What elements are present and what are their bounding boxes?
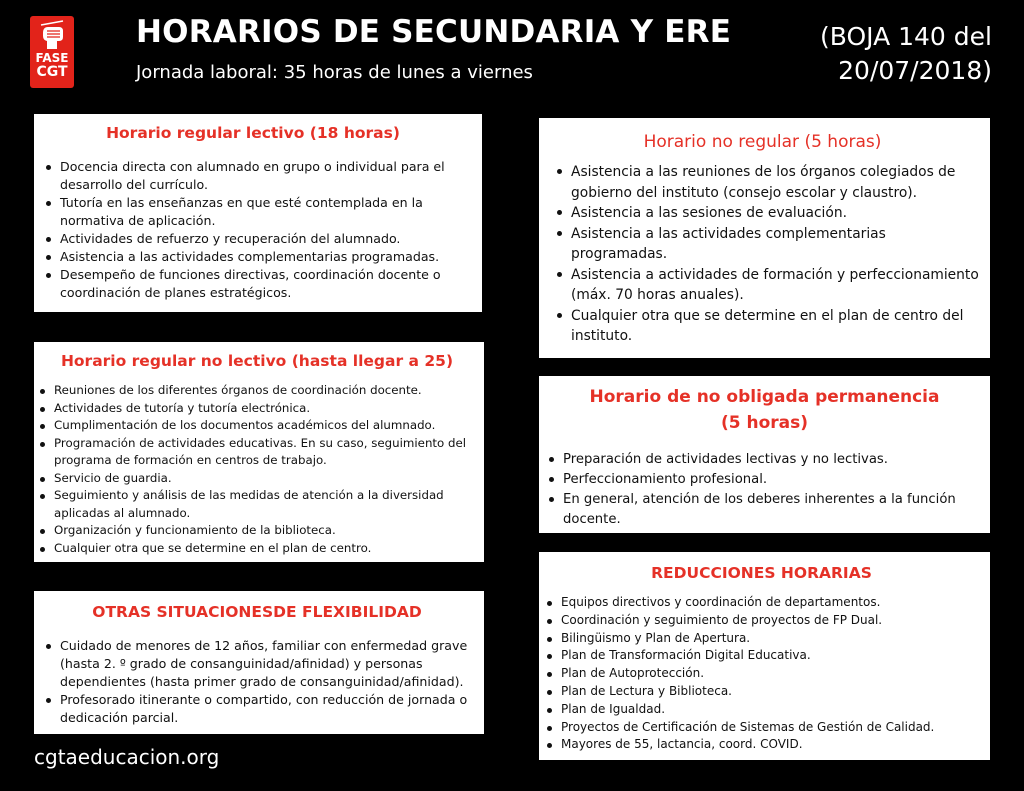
list-item: En general, atención de los deberes inherentes a la función docente. [563,490,986,530]
list-item: Plan de Igualdad. [561,701,982,719]
list-item: Plan de Transformación Digital Educativa. [561,647,982,665]
box-heading-line-1: Horario de no obligada permanencia [589,387,940,407]
box-no-regular [539,118,990,358]
box-heading: Horario regular no lectivo (hasta llegar a 25) [60,352,454,370]
list-item: Mayores de 55, lactancia, coord. COVID. [561,736,982,754]
box-heading [543,384,986,436]
list-item: Preparación de actividades lectivas y no lectivas. [563,450,986,470]
list-item: Plan de Autoprotección. [561,665,982,683]
list-item: Proyectos de Certificación de Sistemas de Gestión de Calidad. [561,719,982,737]
box-flexibilidad [34,591,484,734]
item-list [541,594,982,754]
list-item: Cuidado de menores de 12 años, familiar con enfermedad grave (hasta 2. º grado de consanguinidad/afinidad) y personas dependientes (hasta primer grado de consanguinidad/afinidad). [60,637,478,691]
list-item: Asistencia a las actividades complementarias programadas. [60,248,470,266]
boja-reference [820,20,992,88]
item-list [543,450,986,530]
box-heading-line-2: (5 horas) [720,413,809,433]
boja-line-2: 20/07/2018) [838,56,992,85]
box-no-obligada-permanencia [539,376,990,533]
page-title: HORARIOS DE SECUNDARIA Y ERE [136,14,732,50]
list-item: Desempeño de funciones directivas, coordinación docente o coordinación de planes estratégicos. [60,266,470,302]
item-list [36,637,478,727]
fase-cgt-logo [30,16,74,88]
list-item: Tutoría en las enseñanzas en que esté contemplada en la normativa de aplicación. [60,194,470,230]
item-list [34,382,480,557]
boja-line-1: (BOJA 140 del [820,22,992,51]
list-item: Actividades de refuerzo y recuperación del alumnado. [60,230,470,248]
list-item: Cualquier otra que se determine en el plan de centro del instituto. [571,306,982,347]
logo-text-fase: FASE [35,51,69,65]
page-subtitle: Jornada laboral: 35 horas de lunes a viernes [136,62,533,83]
list-item: Bilingüismo y Plan de Apertura. [561,630,982,648]
fist-icon [37,19,67,51]
list-item: Docencia directa con alumnado en grupo o individual para el desarrollo del currículo. [60,158,470,194]
list-item: Reuniones de los diferentes órganos de coordinación docente. [54,382,480,400]
list-item: Cualquier otra que se determine en el plan de centro. [54,540,480,558]
list-item: Equipos directivos y coordinación de departamentos. [561,594,982,612]
box-regular-no-lectivo [34,342,484,562]
website-link[interactable]: cgtaeducacion.org [34,745,220,769]
list-item: Programación de actividades educativas. En su caso, seguimiento del programa de formación en centros de trabajo. [54,435,480,470]
list-item: Asistencia a las reuniones de los órganos colegiados de gobierno del instituto (consejo escolar y claustro). [571,162,982,203]
box-heading: REDUCCIONES HORARIAS [651,564,872,582]
list-item: Actividades de tutoría y tutoría electrónica. [54,400,480,418]
box-heading: Horario regular lectivo (18 horas) [106,124,400,142]
list-item: Servicio de guardia. [54,470,480,488]
list-item: Asistencia a actividades de formación y perfeccionamiento (máx. 70 horas anuales). [571,265,982,306]
list-item: Asistencia a las sesiones de evaluación. [571,203,982,224]
list-item: Plan de Lectura y Biblioteca. [561,683,982,701]
box-regular-lectivo [34,114,482,312]
list-item: Coordinación y seguimiento de proyectos de FP Dual. [561,612,982,630]
logo-text-cgt: CGT [36,64,68,80]
item-list [543,162,982,347]
box-heading: Horario no regular (5 horas) [643,132,882,152]
box-reducciones-horarias [539,552,990,760]
list-item: Seguimiento y análisis de las medidas de atención a la diversidad aplicadas al alumnado. [54,487,480,522]
list-item: Perfeccionamiento profesional. [563,470,986,490]
list-item: Profesorado itinerante o compartido, con reducción de jornada o dedicación parcial. [60,691,478,727]
list-item: Asistencia a las actividades complementarias programadas. [571,224,982,265]
box-heading: OTRAS SITUACIONESDE FLEXIBILIDAD [92,603,422,621]
list-item: Organización y funcionamiento de la biblioteca. [54,522,480,540]
list-item: Cumplimentación de los documentos académicos del alumnado. [54,417,480,435]
item-list [36,158,470,302]
